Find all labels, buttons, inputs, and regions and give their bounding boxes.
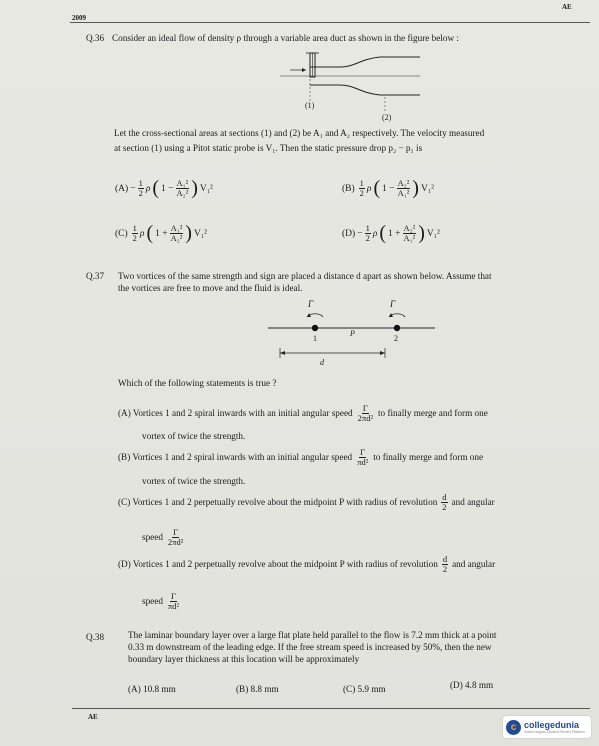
q38-text-line3: boundary layer thickness at this location will be approximately <box>128 654 360 664</box>
logo-text-group <box>521 720 585 734</box>
rho-symbol: ρ <box>366 183 372 194</box>
opt-text: (C) Vortices 1 and 2 perpetually revolve about the midpoint P with radius of revolution <box>118 497 438 507</box>
paren-open: ( <box>146 222 154 244</box>
paren-close: ) <box>185 222 192 244</box>
paper-code-header: AE <box>562 3 572 11</box>
angular-speed-fraction: $\frac{\Gamma}{\text{πd²}}$ <box>167 591 180 611</box>
q37-text-line1: Two vortices of the same strength and sign are placed a distance d apart as shown below. Assume that <box>118 271 492 281</box>
half-fraction: $\frac{1}{2}$ <box>359 178 364 198</box>
paren-open: ( <box>379 222 387 244</box>
q38-number: Q.38 <box>86 632 105 642</box>
v1-squared: V₁² <box>426 228 440 239</box>
opt-text: (D) Vortices 1 and 2 perpetually revolve about the midpoint P with radius of revolution <box>118 559 438 569</box>
logo-brand: collegedunia <box>524 720 580 730</box>
area-ratio: $\frac{\text{A₂²}}{\text{A₁²}}$ <box>397 178 410 198</box>
opt-label: (D) <box>342 228 356 239</box>
radius-fraction: $\frac{d}{2}$ <box>442 554 448 574</box>
logo-tagline: India's largest Student Review Platform <box>524 730 585 734</box>
opt-text: (B) Vortices 1 and 2 spiral inwards with an initial angular speed <box>118 452 353 462</box>
opt-label: (A) <box>115 183 129 194</box>
one-minus: 1 − <box>161 183 174 194</box>
q37-prompt: Which of the following statements is true ? <box>118 378 277 388</box>
q38-option-b[interactable]: (B) 8.8 mm <box>236 684 279 694</box>
vortex-label-1: 1 <box>313 334 317 343</box>
q38-option-c[interactable]: (C) 5.9 mm <box>343 684 386 694</box>
paren-close: ) <box>191 177 198 199</box>
q37-option-a-cont: vortex of twice the strength. <box>142 431 246 441</box>
q37-number: Q.37 <box>86 271 105 281</box>
half-fraction: $\frac{1}{2}$ <box>365 223 370 243</box>
v1-squared: V₁² <box>199 183 213 194</box>
q37-option-b[interactable] <box>118 448 483 467</box>
duct-figure <box>270 45 420 115</box>
one-plus: 1 + <box>388 228 401 239</box>
paren-open: ( <box>152 177 160 199</box>
opt-text-tail: and angular <box>451 497 495 507</box>
q37-option-d[interactable] <box>118 555 495 574</box>
area-ratio: $\frac{\text{A₂²}}{\text{A₁²}}$ <box>403 223 416 243</box>
logo-mark-icon: c <box>506 720 521 735</box>
q36-option-d[interactable] <box>342 222 440 245</box>
q36-option-c[interactable] <box>115 222 207 245</box>
opt-text-tail: and angular <box>452 559 496 569</box>
q37-option-c-cont <box>142 528 184 547</box>
paren-close: ) <box>412 177 419 199</box>
q36-body-line1: Let the cross-sectional areas at sections (1) and (2) be A₁ and A₂ respectively. The velocity measured <box>114 128 485 138</box>
half-fraction: $\frac{1}{2}$ <box>138 178 143 198</box>
q37-option-b-cont: vortex of twice the strength. <box>142 476 246 486</box>
opt-text: (A) Vortices 1 and 2 spiral inwards with an initial angular speed <box>118 408 353 418</box>
opt-text-tail: to finally merge and form one <box>373 452 484 462</box>
area-ratio: $\frac{\text{A₁²}}{\text{A₂²}}$ <box>176 178 189 198</box>
q38-option-d[interactable]: (D) 4.8 mm <box>450 680 494 690</box>
distance-label-d: d <box>320 358 324 367</box>
q38-text-line1: The laminar boundary layer over a large flat plate held parallel to the flow is 7.2 mm thick at a point <box>128 630 497 640</box>
v1-squared: V₁² <box>193 228 207 239</box>
vortex-label-2: 2 <box>394 334 398 343</box>
opt-label: (B) <box>342 183 355 194</box>
opt-text-tail: to finally merge and form one <box>378 408 488 418</box>
duct-label-1: (1) <box>305 101 315 110</box>
q37-text-line2: the vortices are free to move and the fluid is ideal. <box>118 283 303 293</box>
gamma-label-1: Γ <box>308 299 314 309</box>
rho-symbol: ρ <box>372 228 378 239</box>
q38-text-line2: 0.33 m downstream of the leading edge. If the free stream speed is increased by 50%, then the new <box>128 642 492 652</box>
q36-number: Q.36 <box>86 33 105 43</box>
sign: − <box>130 183 136 194</box>
year-header: 2009 <box>72 14 86 22</box>
one-minus: 1 − <box>382 183 395 194</box>
radius-fraction: $\frac{d}{2}$ <box>442 492 447 512</box>
area-ratio: $\frac{\text{A₁²}}{\text{A₂²}}$ <box>170 223 183 243</box>
q37-option-a[interactable] <box>118 404 488 423</box>
angular-speed-fraction: $\frac{\Gamma}{\text{2πd²}}$ <box>357 403 373 423</box>
header-rule <box>70 22 590 23</box>
duct-label-2: (2) <box>382 113 392 122</box>
q36-text: Consider an ideal flow of density ρ through a variable area duct as shown in the figure below : <box>112 33 459 43</box>
footer-rule <box>72 708 590 709</box>
paren-close: ) <box>418 222 425 244</box>
angular-speed-fraction: $\frac{\Gamma}{\text{πd²}}$ <box>357 447 369 467</box>
q36-option-a[interactable] <box>115 177 213 200</box>
q37-option-c[interactable] <box>118 493 495 512</box>
sign: − <box>357 228 363 239</box>
v1-squared: V₁² <box>420 183 434 194</box>
paren-open: ( <box>373 177 381 199</box>
collegedunia-logo <box>503 716 591 738</box>
q36-body-line2: at section (1) using a Pitot static probe is V₁. Then the static pressure drop p₂ − p₁ is <box>114 143 423 153</box>
q38-option-a[interactable]: (A) 10.8 mm <box>128 684 176 694</box>
half-fraction: $\frac{1}{2}$ <box>132 223 137 243</box>
speed-label: speed <box>142 596 163 606</box>
opt-label: (C) <box>115 228 128 239</box>
one-plus: 1 + <box>155 228 168 239</box>
rho-symbol: ρ <box>139 228 145 239</box>
rho-symbol: ρ <box>145 183 151 194</box>
paper-code-footer: AE <box>88 713 98 721</box>
gamma-label-2: Γ <box>390 299 396 309</box>
q36-option-b[interactable] <box>342 177 434 200</box>
speed-label: speed <box>142 532 163 542</box>
midpoint-label-p: P <box>350 329 355 338</box>
q37-option-d-cont <box>142 592 180 611</box>
angular-speed-fraction: $\frac{\Gamma}{\text{2πd²}}$ <box>167 527 184 547</box>
